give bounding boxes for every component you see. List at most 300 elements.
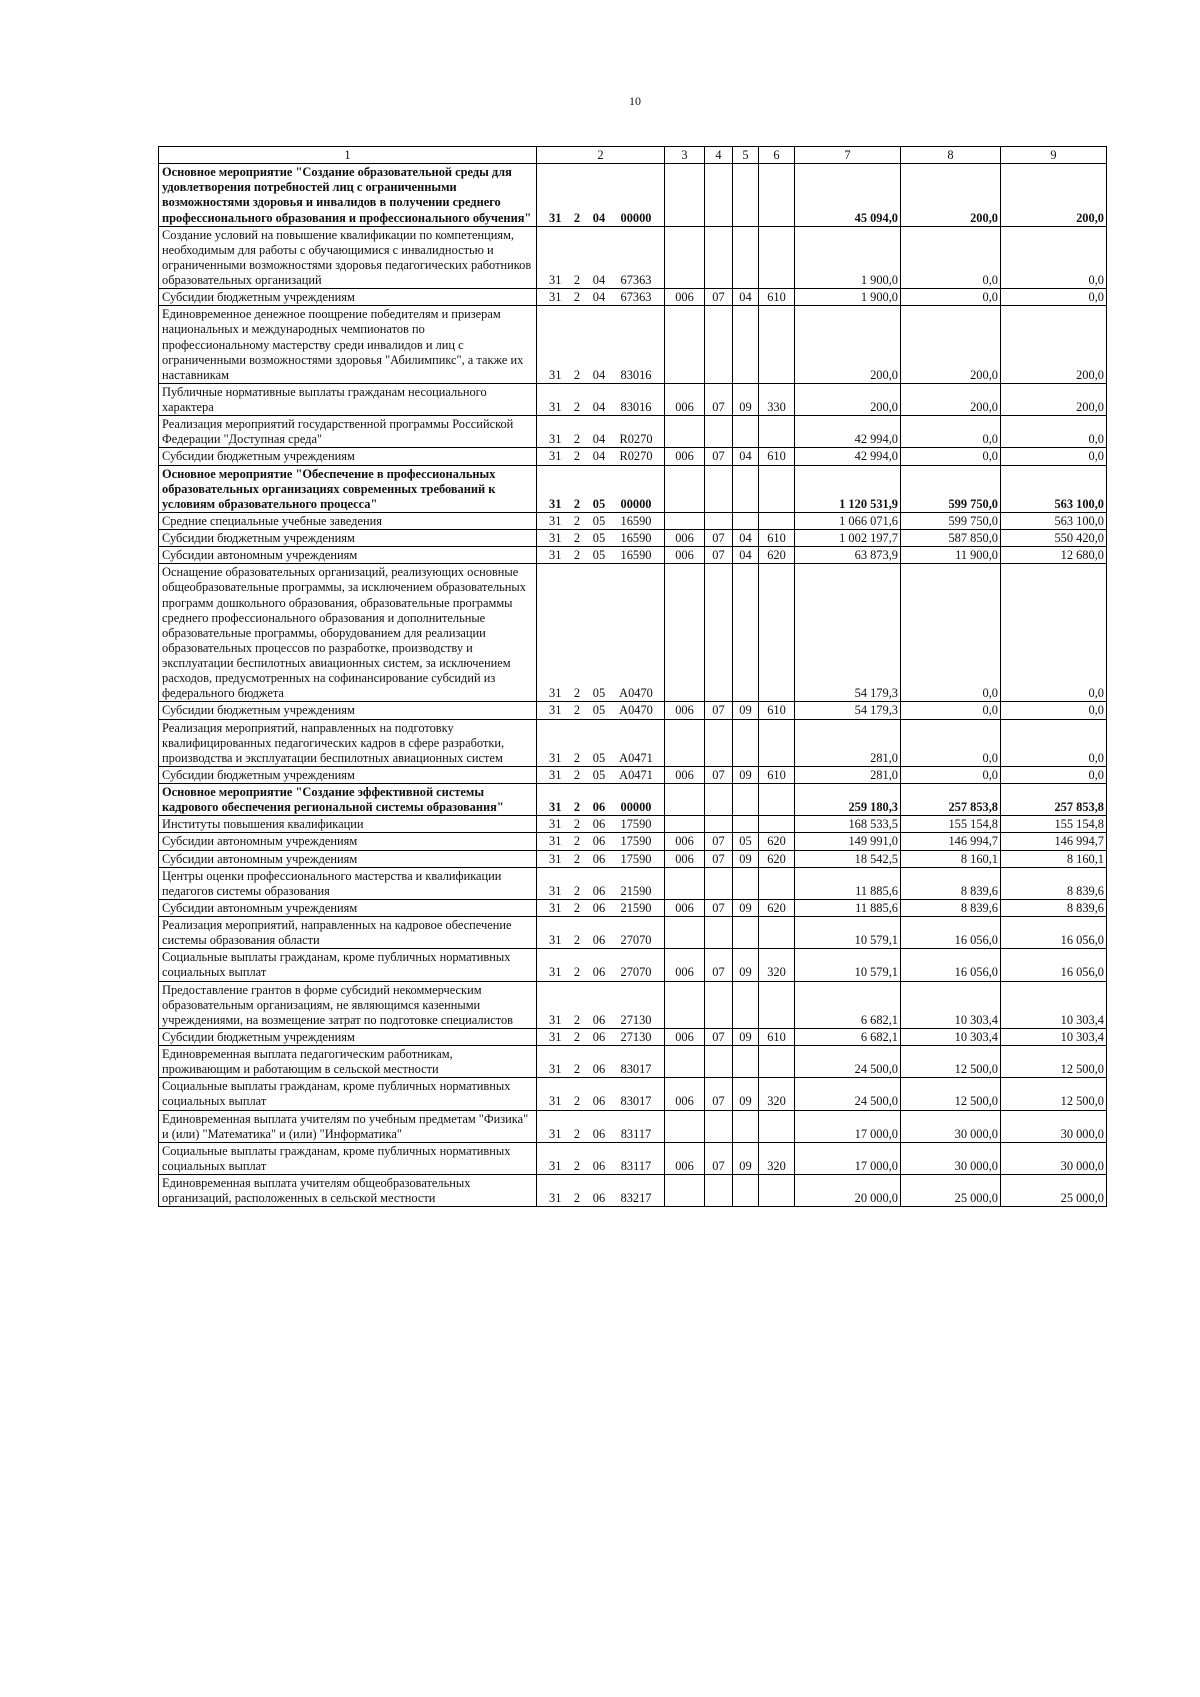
code-direction: 27130: [620, 1012, 652, 1027]
cell-col6: [759, 512, 795, 529]
table-row: [159, 564, 1107, 702]
cell-col8: 0,0: [901, 226, 1001, 289]
cell-col7: 63 873,9: [795, 547, 901, 564]
code-program: 31: [549, 703, 562, 718]
code-direction: 17590: [620, 834, 652, 849]
cell-col4: [705, 1175, 733, 1207]
cell-col5: 09: [733, 766, 759, 783]
cell-col5: [733, 564, 759, 702]
cell-col9: 30 000,0: [1001, 1110, 1107, 1142]
cell-col3: [665, 816, 705, 833]
table-row: [159, 917, 1107, 949]
cell-col8: 146 994,7: [901, 833, 1001, 850]
code-program: 31: [549, 1062, 562, 1077]
code-subprogram: 2: [573, 273, 581, 287]
code-direction: 21590: [620, 883, 652, 898]
cell-col5: 05: [733, 833, 759, 850]
row-codes: [537, 702, 665, 719]
cell-col6: 610: [759, 530, 795, 547]
code-event: 06: [592, 1158, 606, 1173]
cell-col4: 07: [705, 766, 733, 783]
row-codes: [537, 1110, 665, 1142]
code-program: 31: [549, 883, 562, 898]
code-program: 31: [549, 834, 562, 849]
cell-col3: [665, 784, 705, 816]
code-program: 31: [549, 1029, 562, 1044]
cell-col9: 0,0: [1001, 289, 1107, 306]
cell-col3: 006: [665, 289, 705, 306]
row-name: Единовременная выплата учителям по учебным предметам "Физика" и (или) "Математика" и (или) "Информатика": [159, 1110, 537, 1142]
table-row: [159, 949, 1107, 981]
cell-col7: 1 120 531,9: [795, 465, 901, 512]
cell-col6: [759, 1046, 795, 1078]
code-event: 05: [592, 703, 606, 718]
cell-col7: 11 885,6: [795, 867, 901, 899]
code-direction: 83016: [620, 367, 652, 382]
cell-col8: 587 850,0: [901, 530, 1001, 547]
cell-col7: 6 682,1: [795, 1028, 901, 1045]
code-subprogram: 2: [573, 210, 581, 225]
cell-col4: [705, 981, 733, 1028]
table-row: [159, 833, 1107, 850]
table-row: [159, 1028, 1107, 1045]
cell-col8: 155 154,8: [901, 816, 1001, 833]
code-subprogram: 2: [573, 767, 581, 782]
cell-col9: 563 100,0: [1001, 465, 1107, 512]
cell-col8: 12 500,0: [901, 1078, 1001, 1110]
code-event: 06: [592, 1126, 606, 1141]
table-row: [159, 416, 1107, 448]
code-event: 04: [592, 273, 606, 287]
cell-col5: [733, 164, 759, 227]
cell-col8: 30 000,0: [901, 1142, 1001, 1174]
row-name: Субсидии автономным учреждениям: [159, 547, 537, 564]
cell-col6: [759, 784, 795, 816]
row-name: Предоставление грантов в форме субсидий некоммерческим образовательным организациям, не являющимся казенными учреждениями, на возмещение затрат по подготовке специалистов: [159, 981, 537, 1028]
cell-col7: 45 094,0: [795, 164, 901, 227]
code-program: 31: [549, 548, 562, 563]
cell-col8: 257 853,8: [901, 784, 1001, 816]
cell-col9: 550 420,0: [1001, 530, 1107, 547]
cell-col9: 8 839,6: [1001, 899, 1107, 916]
row-name: Создание условий на повышение квалификации по компетенциям, необходимым для работы с обучающимися с инвалидностью и ограниченными возможностями здоровья педагогических работников образовательных организаций: [159, 226, 537, 289]
code-event: 06: [592, 800, 606, 815]
code-subprogram: 2: [573, 800, 581, 815]
code-event: 06: [592, 1062, 606, 1077]
code-event: 05: [592, 548, 606, 563]
table-row: [159, 1078, 1107, 1110]
header-cell: 6: [759, 147, 795, 164]
code-direction: А0470: [619, 686, 653, 701]
code-subprogram: 2: [573, 965, 581, 980]
code-subprogram: 2: [573, 1191, 581, 1206]
code-direction: R0270: [619, 432, 653, 447]
cell-col4: 07: [705, 850, 733, 867]
page-number: 10: [629, 94, 641, 108]
cell-col7: 168 533,5: [795, 816, 901, 833]
row-codes: [537, 547, 665, 564]
cell-col4: [705, 306, 733, 384]
code-direction: 00000: [620, 210, 652, 225]
code-direction: А0470: [619, 703, 653, 718]
cell-col5: 09: [733, 949, 759, 981]
row-codes: [537, 816, 665, 833]
cell-col5: [733, 981, 759, 1028]
cell-col3: [665, 564, 705, 702]
code-subprogram: 2: [573, 1126, 581, 1141]
cell-col5: 04: [733, 448, 759, 465]
row-codes: [537, 512, 665, 529]
cell-col8: 0,0: [901, 416, 1001, 448]
row-codes: [537, 226, 665, 289]
cell-col5: [733, 816, 759, 833]
code-program: 31: [549, 767, 562, 782]
cell-col9: 12 500,0: [1001, 1046, 1107, 1078]
row-codes: [537, 784, 665, 816]
cell-col8: 0,0: [901, 702, 1001, 719]
cell-col6: [759, 306, 795, 384]
cell-col8: 10 303,4: [901, 981, 1001, 1028]
cell-col7: 17 000,0: [795, 1142, 901, 1174]
table-row: [159, 899, 1107, 916]
code-subprogram: 2: [573, 817, 581, 832]
row-codes: [537, 416, 665, 448]
cell-col9: 0,0: [1001, 416, 1107, 448]
code-direction: 00000: [620, 800, 652, 815]
header-cell: 2: [537, 147, 665, 164]
cell-col3: 006: [665, 949, 705, 981]
cell-col3: 006: [665, 1078, 705, 1110]
code-event: 06: [592, 1094, 606, 1109]
code-program: 31: [549, 1012, 562, 1027]
cell-col8: 11 900,0: [901, 547, 1001, 564]
header-cell: 3: [665, 147, 705, 164]
cell-col7: 200,0: [795, 383, 901, 415]
code-event: 06: [592, 965, 606, 980]
code-program: 31: [549, 1158, 562, 1173]
header-cell: 8: [901, 147, 1001, 164]
header-cell: 1: [159, 147, 537, 164]
row-codes: [537, 383, 665, 415]
row-name: Публичные нормативные выплаты гражданам несоциального характера: [159, 383, 537, 415]
code-program: 31: [549, 273, 562, 287]
code-subprogram: 2: [573, 400, 581, 414]
table-row: [159, 981, 1107, 1028]
table-row: [159, 702, 1107, 719]
cell-col8: 599 750,0: [901, 465, 1001, 512]
code-program: 31: [549, 817, 562, 832]
code-direction: 83017: [620, 1062, 652, 1077]
cell-col9: 30 000,0: [1001, 1142, 1107, 1174]
cell-col9: 16 056,0: [1001, 949, 1107, 981]
code-event: 04: [592, 400, 606, 414]
row-codes: [537, 899, 665, 916]
cell-col4: 07: [705, 289, 733, 306]
row-codes: [537, 850, 665, 867]
cell-col5: 04: [733, 530, 759, 547]
code-subprogram: 2: [573, 883, 581, 898]
code-subprogram: 2: [573, 1012, 581, 1027]
cell-col9: 25 000,0: [1001, 1175, 1107, 1207]
table-row: [159, 448, 1107, 465]
table-row: [159, 1046, 1107, 1078]
code-direction: 83117: [620, 1126, 652, 1141]
cell-col5: [733, 719, 759, 766]
cell-col5: [733, 1175, 759, 1207]
code-subprogram: 2: [573, 290, 581, 305]
cell-col3: [665, 465, 705, 512]
cell-col6: 620: [759, 833, 795, 850]
cell-col9: 0,0: [1001, 719, 1107, 766]
row-codes: [537, 164, 665, 227]
cell-col3: [665, 867, 705, 899]
cell-col3: 006: [665, 702, 705, 719]
cell-col7: 10 579,1: [795, 949, 901, 981]
cell-col6: 320: [759, 1078, 795, 1110]
code-direction: А0471: [619, 767, 653, 782]
row-name: Оснащение образовательных организаций, реализующих основные общеобразовательные программы, за исключением образовательных программ дошкольного образования, образовательные программы среднего профессионального образования и дополнительные образовательные программы, оборудованием для реализации образовательных процессов по разработке, производству и эксплуатации беспилотных авиационных систем, за исключением расходов, предусмотренных на софинансирование субсидий из федерального бюджета: [159, 564, 537, 702]
cell-col9: 155 154,8: [1001, 816, 1107, 833]
row-name: Единовременная выплата педагогическим работникам, проживающим и работающим в сельской местности: [159, 1046, 537, 1078]
code-subprogram: 2: [573, 851, 581, 866]
cell-col7: 42 994,0: [795, 448, 901, 465]
cell-col9: 16 056,0: [1001, 917, 1107, 949]
cell-col6: [759, 1110, 795, 1142]
row-codes: [537, 833, 665, 850]
cell-col6: 320: [759, 949, 795, 981]
code-event: 06: [592, 900, 606, 915]
code-event: 05: [592, 767, 606, 782]
code-program: 31: [549, 686, 562, 701]
row-name: Основное мероприятие "Создание образовательной среды для удовлетворения потребностей лиц с ограниченными возможностями здоровья и инвалидов в получении среднего профессионального образования и профессионального обучения": [159, 164, 537, 227]
code-subprogram: 2: [573, 449, 581, 464]
cell-col9: 10 303,4: [1001, 981, 1107, 1028]
code-event: 04: [592, 210, 606, 225]
row-name: Социальные выплаты гражданам, кроме публичных нормативных социальных выплат: [159, 949, 537, 981]
code-program: 31: [549, 965, 562, 980]
code-subprogram: 2: [573, 496, 581, 511]
cell-col6: 330: [759, 383, 795, 415]
cell-col8: 16 056,0: [901, 949, 1001, 981]
row-codes: [537, 917, 665, 949]
cell-col6: [759, 917, 795, 949]
cell-col5: 09: [733, 1028, 759, 1045]
table-row: [159, 530, 1107, 547]
row-name: Основное мероприятие "Создание эффективной системы кадрового обеспечения региональной системы образования": [159, 784, 537, 816]
row-codes: [537, 564, 665, 702]
code-program: 31: [549, 900, 562, 915]
cell-col4: 07: [705, 1142, 733, 1174]
cell-col7: 11 885,6: [795, 899, 901, 916]
code-program: 31: [549, 750, 562, 765]
cell-col4: 07: [705, 949, 733, 981]
cell-col7: 200,0: [795, 306, 901, 384]
table-row: [159, 1142, 1107, 1174]
cell-col4: 07: [705, 1028, 733, 1045]
code-event: 06: [592, 817, 606, 832]
cell-col6: [759, 981, 795, 1028]
row-codes: [537, 1142, 665, 1174]
cell-col3: [665, 164, 705, 227]
code-event: 06: [592, 834, 606, 849]
code-direction: R0270: [619, 449, 653, 464]
row-name: Основное мероприятие "Обеспечение в профессиональных образовательных организациях современных требований к условиям образовательного процесса": [159, 465, 537, 512]
code-subprogram: 2: [573, 531, 581, 545]
cell-col8: 0,0: [901, 766, 1001, 783]
code-subprogram: 2: [573, 1062, 581, 1077]
cell-col9: 8 839,6: [1001, 867, 1107, 899]
table-row: [159, 226, 1107, 289]
row-codes: [537, 289, 665, 306]
cell-col7: 42 994,0: [795, 416, 901, 448]
row-name: Субсидии бюджетным учреждениям: [159, 766, 537, 783]
code-direction: 67363: [620, 290, 652, 305]
cell-col5: [733, 867, 759, 899]
row-codes: [537, 1078, 665, 1110]
cell-col6: [759, 719, 795, 766]
cell-col4: [705, 465, 733, 512]
cell-col3: 006: [665, 899, 705, 916]
row-codes: [537, 949, 665, 981]
cell-col8: 25 000,0: [901, 1175, 1001, 1207]
cell-col5: 09: [733, 850, 759, 867]
code-direction: 83117: [620, 1158, 652, 1173]
cell-col8: 200,0: [901, 164, 1001, 227]
code-subprogram: 2: [573, 686, 581, 701]
code-program: 31: [549, 1094, 562, 1109]
cell-col8: 200,0: [901, 383, 1001, 415]
cell-col7: 24 500,0: [795, 1046, 901, 1078]
header-cell: 9: [1001, 147, 1107, 164]
table-row: [159, 719, 1107, 766]
cell-col7: 54 179,3: [795, 564, 901, 702]
code-program: 31: [549, 432, 562, 447]
code-direction: 27130: [620, 1029, 652, 1044]
cell-col4: [705, 416, 733, 448]
code-event: 04: [592, 449, 606, 464]
cell-col3: [665, 719, 705, 766]
cell-col3: 006: [665, 383, 705, 415]
table-row: [159, 1110, 1107, 1142]
cell-col8: 8 839,6: [901, 899, 1001, 916]
table-row: [159, 850, 1107, 867]
cell-col3: [665, 1046, 705, 1078]
row-codes: [537, 530, 665, 547]
code-subprogram: 2: [573, 548, 581, 563]
table-row: [159, 867, 1107, 899]
table-row: [159, 306, 1107, 384]
cell-col3: [665, 917, 705, 949]
code-program: 31: [549, 800, 562, 815]
code-direction: 27070: [620, 965, 652, 980]
code-program: 31: [549, 1126, 562, 1141]
cell-col8: 0,0: [901, 719, 1001, 766]
table-row: [159, 1175, 1107, 1207]
code-subprogram: 2: [573, 1094, 581, 1109]
row-codes: [537, 867, 665, 899]
cell-col4: [705, 1046, 733, 1078]
cell-col9: 200,0: [1001, 164, 1107, 227]
code-direction: 83217: [620, 1191, 652, 1206]
code-event: 05: [592, 686, 606, 701]
code-event: 04: [592, 432, 606, 447]
row-codes: [537, 448, 665, 465]
cell-col6: [759, 164, 795, 227]
cell-col9: 0,0: [1001, 564, 1107, 702]
cell-col7: 6 682,1: [795, 981, 901, 1028]
row-name: Субсидии бюджетным учреждениям: [159, 1028, 537, 1045]
code-subprogram: 2: [573, 513, 581, 528]
row-name: Единовременная выплата учителям общеобразовательных организаций, расположенных в сельской местности: [159, 1175, 537, 1207]
code-direction: 21590: [620, 900, 652, 915]
cell-col3: [665, 1110, 705, 1142]
table-row: [159, 547, 1107, 564]
cell-col5: [733, 226, 759, 289]
cell-col8: 10 303,4: [901, 1028, 1001, 1045]
cell-col4: 07: [705, 530, 733, 547]
cell-col8: 8 839,6: [901, 867, 1001, 899]
code-program: 31: [549, 933, 562, 948]
cell-col4: [705, 164, 733, 227]
cell-col5: 09: [733, 1078, 759, 1110]
cell-col6: [759, 816, 795, 833]
code-subprogram: 2: [573, 367, 581, 382]
code-event: 05: [592, 496, 606, 511]
cell-col6: [759, 465, 795, 512]
cell-col6: 610: [759, 289, 795, 306]
code-direction: А0471: [619, 750, 653, 765]
cell-col4: 07: [705, 702, 733, 719]
cell-col7: 18 542,5: [795, 850, 901, 867]
row-name: Субсидии бюджетным учреждениям: [159, 702, 537, 719]
row-name: Центры оценки профессионального мастерства и квалификации педагогов системы образования: [159, 867, 537, 899]
row-name: Субсидии бюджетным учреждениям: [159, 530, 537, 547]
cell-col9: 10 303,4: [1001, 1028, 1107, 1045]
code-direction: 17590: [620, 851, 652, 866]
cell-col9: 0,0: [1001, 226, 1107, 289]
table-row: [159, 164, 1107, 227]
row-codes: [537, 981, 665, 1028]
code-program: 31: [549, 400, 562, 414]
code-program: 31: [549, 851, 562, 866]
cell-col9: 200,0: [1001, 383, 1107, 415]
table-row: [159, 465, 1107, 512]
cell-col9: 200,0: [1001, 306, 1107, 384]
cell-col3: [665, 416, 705, 448]
cell-col3: 006: [665, 1142, 705, 1174]
cell-col5: 09: [733, 702, 759, 719]
cell-col7: 1 900,0: [795, 289, 901, 306]
cell-col7: 54 179,3: [795, 702, 901, 719]
cell-col4: [705, 917, 733, 949]
cell-col7: 149 991,0: [795, 833, 901, 850]
cell-col7: 1 002 197,7: [795, 530, 901, 547]
cell-col5: [733, 784, 759, 816]
cell-col9: 146 994,7: [1001, 833, 1107, 850]
cell-col9: 12 500,0: [1001, 1078, 1107, 1110]
cell-col5: [733, 1110, 759, 1142]
code-subprogram: 2: [573, 933, 581, 948]
cell-col8: 0,0: [901, 564, 1001, 702]
cell-col7: 10 579,1: [795, 917, 901, 949]
cell-col9: 563 100,0: [1001, 512, 1107, 529]
table-row: [159, 816, 1107, 833]
cell-col4: 07: [705, 833, 733, 850]
row-name: Субсидии бюджетным учреждениям: [159, 289, 537, 306]
cell-col3: [665, 306, 705, 384]
cell-col6: [759, 1175, 795, 1207]
table-body: [159, 164, 1107, 1207]
